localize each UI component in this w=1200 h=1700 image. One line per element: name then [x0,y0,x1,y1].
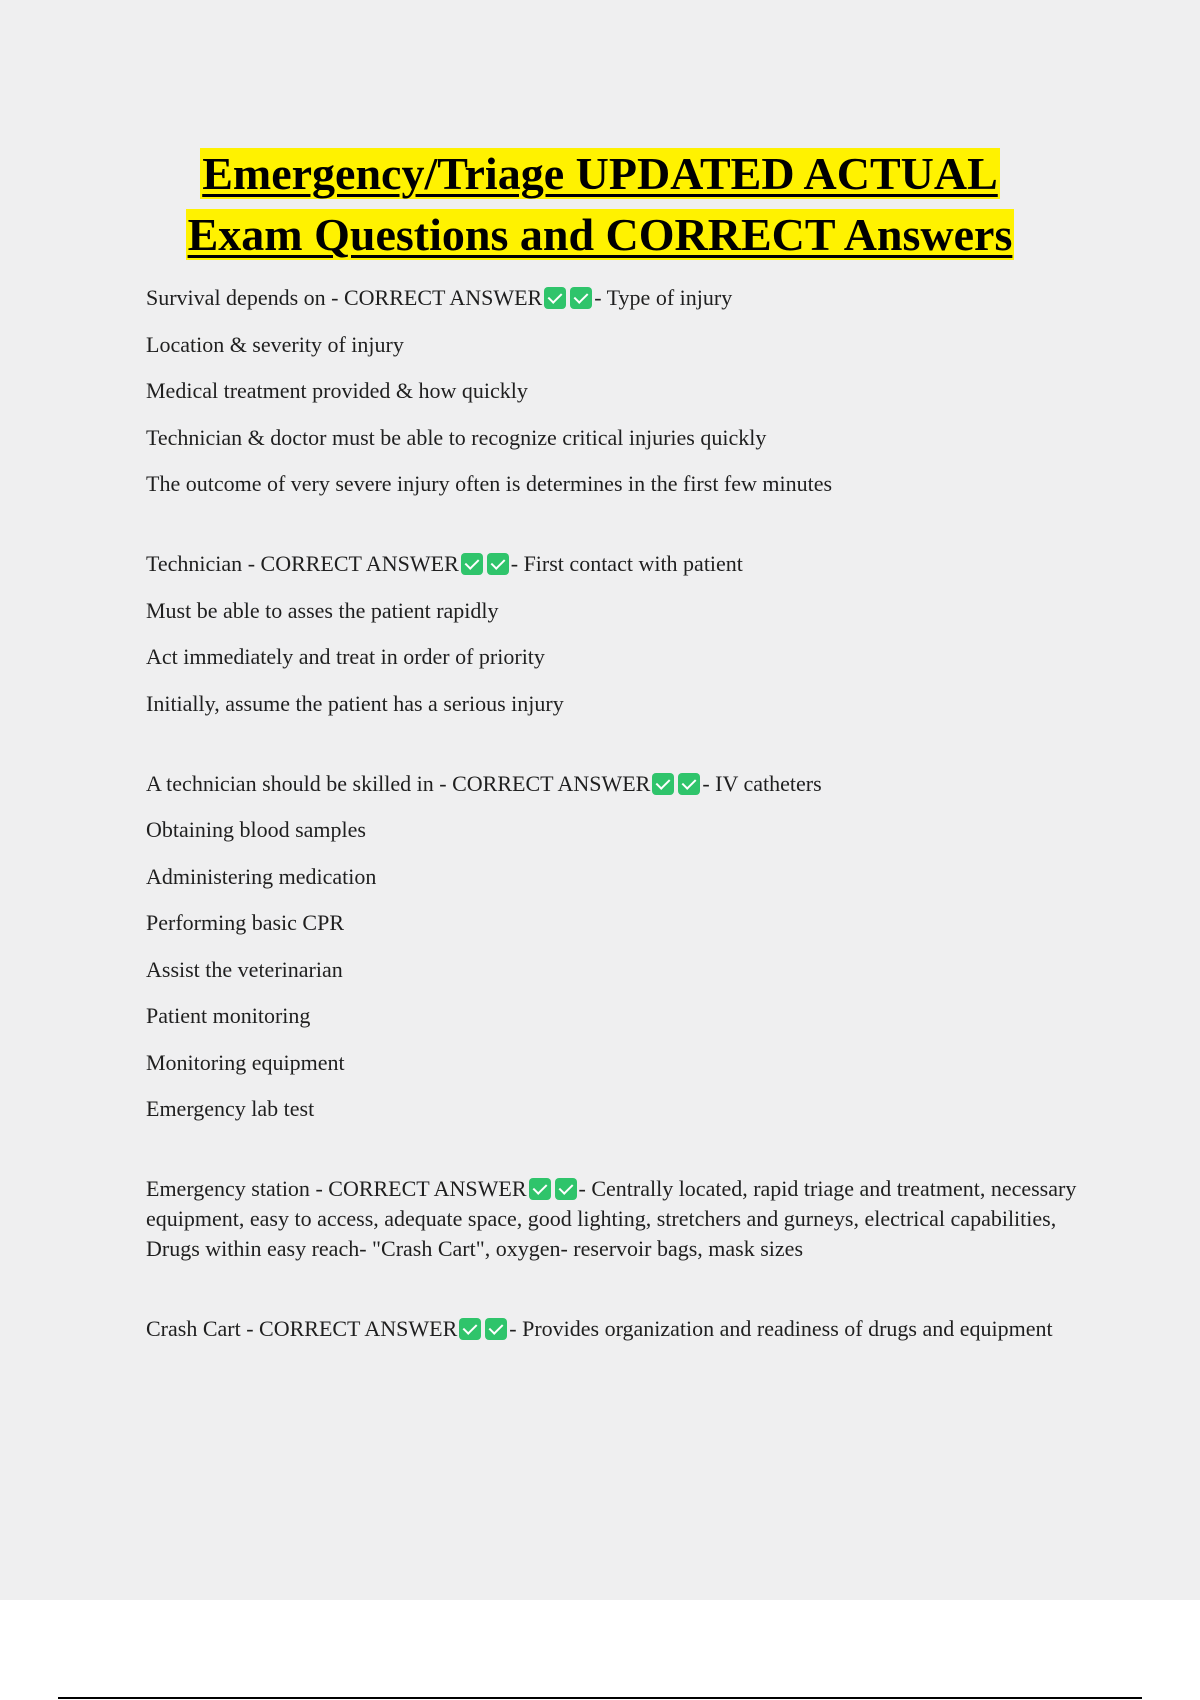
question-text: Technician [146,551,243,576]
answer-line: The outcome of very severe injury often is determines in the first few minutes [146,471,833,496]
qa-question-line [146,549,1106,579]
qa-question-line [146,283,1106,313]
qa-item [146,283,1106,499]
answer-text: - Centrally located, rapid triage and treatment, necessary equipment, easy to access, adequate space, good lighting, stretchers and gurneys, electrical capabilities, Drugs within easy reach- "Crash Cart", oxygen- reservoir bags, mask sizes [146,1176,1077,1261]
green-checkmark-icon [652,773,674,795]
qa-item [146,1314,1106,1344]
answer-text: - IV catheters [702,770,822,796]
answer-line: Must be able to asses the patient rapidly [146,597,499,623]
correct-answer-marker: - CORRECT ANSWER [315,1176,527,1201]
answer-line: Assist the veterinarian [146,956,343,982]
green-checkmark-icon [544,287,566,309]
correct-answer-marker: - CORRECT ANSWER [247,551,459,576]
correct-answer-marker: - CORRECT ANSWER [439,770,651,796]
answer-line: Monitoring equipment [146,1049,345,1075]
footer-divider [58,1697,1142,1699]
answer-line: Patient monitoring [146,1003,311,1028]
qa-item [146,549,1106,719]
qa-item [146,1174,1106,1264]
answer-line: Obtaining blood samples [146,817,366,842]
answer-text: - Provides organization and readiness of drugs and equipment [509,1316,1053,1341]
question-text: A technician should be skilled in [146,770,434,796]
question-text: Crash Cart [146,1316,241,1341]
qa-item [146,769,1106,1125]
answer-line: Technician & doctor must be able to recognize critical injuries quickly [146,424,767,450]
answer-line: Emergency lab test [146,1096,315,1121]
question-text: Survival depends on [146,285,326,310]
answer-line: Administering medication [146,863,377,889]
green-checkmark-icon [555,1178,577,1200]
green-checkmark-icon [570,287,592,309]
qa-list [146,283,1106,1394]
answer-text: - Type of injury [594,285,733,310]
qa-question-paragraph [146,1174,1106,1264]
green-checkmark-icon [487,553,509,575]
title-line-2: Exam Questions and CORRECT Answers [187,209,1013,260]
green-checkmark-icon [459,1318,481,1340]
title-line-1: Emergency/Triage UPDATED ACTUAL [202,148,998,199]
qa-question-paragraph [146,1314,1106,1344]
green-checkmark-icon [485,1318,507,1340]
answer-line: Location & severity of injury [146,331,404,357]
green-checkmark-icon [461,553,483,575]
qa-question-line [146,769,1106,799]
green-checkmark-icon [529,1178,551,1200]
document-title [0,143,1200,265]
green-checkmark-icon [678,773,700,795]
answer-line: Initially, assume the patient has a serious injury [146,690,564,716]
question-text: Emergency station [146,1176,310,1201]
answer-line: Act immediately and treat in order of priority [146,644,545,669]
answer-line: Medical treatment provided & how quickly [146,378,528,403]
correct-answer-marker: - CORRECT ANSWER [331,285,543,310]
answer-text: - First contact with patient [510,551,743,576]
answer-line: Performing basic CPR [146,910,344,935]
correct-answer-marker: - CORRECT ANSWER [246,1316,458,1341]
